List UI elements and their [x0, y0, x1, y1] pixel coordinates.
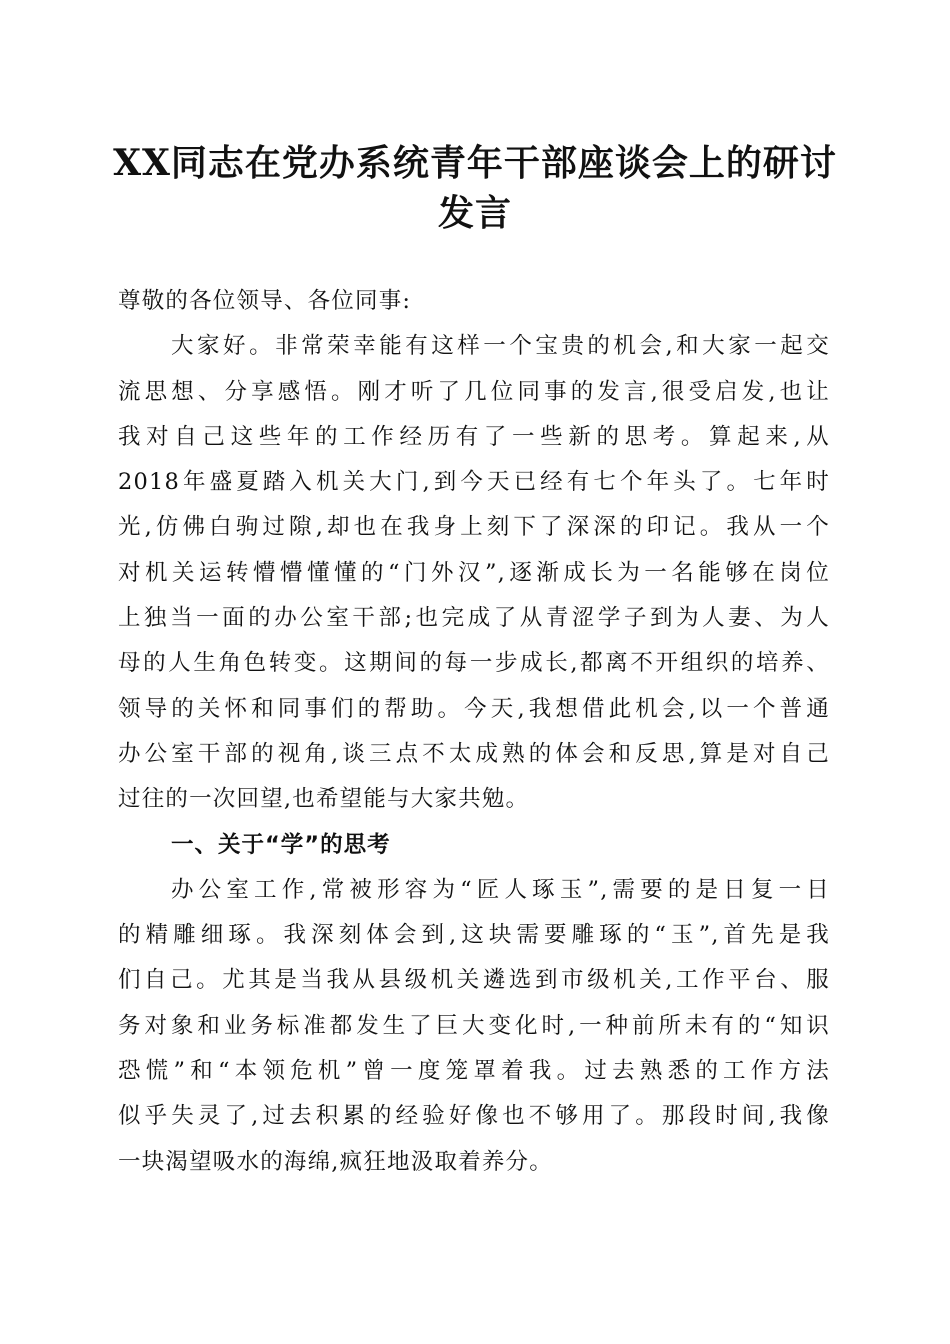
document-title	[110, 138, 840, 238]
document-body	[118, 279, 830, 1185]
paragraph-line: 办公室干部的视角,谈三点不太成熟的体会和反思,算是对自己	[118, 740, 830, 767]
paragraph-line: 母的人生角色转变。这期间的每一步成长,都离不开组织的培养、	[118, 650, 830, 677]
paragraph-line: 办公室工作,常被形容为“匠人琢玉”,需要的是日复一日	[171, 876, 830, 903]
paragraph-line: 流思想、分享感悟。刚才听了几位同事的发言,很受启发,也让	[118, 378, 830, 405]
paragraph-line: 们自己。尤其是当我从县级机关遴选到市级机关,工作平台、服	[118, 967, 830, 994]
paragraph-line: 过往的一次回望,也希望能与大家共勉。	[118, 786, 530, 813]
paragraph-line: 我对自己这些年的工作经历有了一些新的思考。算起来,从	[118, 423, 830, 450]
paragraph-line: 大家好。非常荣幸能有这样一个宝贵的机会,和大家一起交	[171, 333, 830, 360]
paragraph-line: 务对象和业务标准都发生了巨大变化时,一种前所未有的“知识	[118, 1012, 830, 1039]
paragraph-line: 领导的关怀和同事们的帮助。今天,我想借此机会,以一个普通	[118, 695, 830, 722]
paragraph-line: 的精雕细琢。我深刻体会到,这块需要雕琢的“玉”,首先是我	[118, 922, 830, 949]
title-line-1: XX同志在党办系统青年干部座谈会上的研讨	[113, 142, 837, 184]
paragraph-line: 上独当一面的办公室干部;也完成了从青涩学子到为人妻、为人	[118, 605, 830, 632]
paragraph-study	[118, 868, 830, 1185]
salutation: 尊敬的各位领导、各位同事:	[118, 288, 412, 314]
paragraph-line: 恐慌”和“本领危机”曾一度笼罩着我。过去熟悉的工作方法	[118, 1058, 830, 1085]
paragraph-line: 光,仿佛白驹过隙,却也在我身上刻下了深深的印记。我从一个	[118, 514, 830, 541]
section-heading: 一、关于“学”的思考	[171, 831, 391, 858]
paragraph-line: 似乎失灵了,过去积累的经验好像也不够用了。那段时间,我像	[118, 1103, 830, 1130]
paragraph-line: 2018年盛夏踏入机关大门,到今天已经有七个年头了。七年时	[118, 469, 830, 496]
paragraph-line: 一块渴望吸水的海绵,疯狂地汲取着养分。	[118, 1148, 553, 1175]
title-line-2: 发言	[437, 192, 512, 234]
paragraph-line: 对机关运转懵懵懂懂的“门外汉”,逐渐成长为一名能够在岗位	[118, 559, 830, 586]
paragraph-intro	[118, 324, 830, 822]
